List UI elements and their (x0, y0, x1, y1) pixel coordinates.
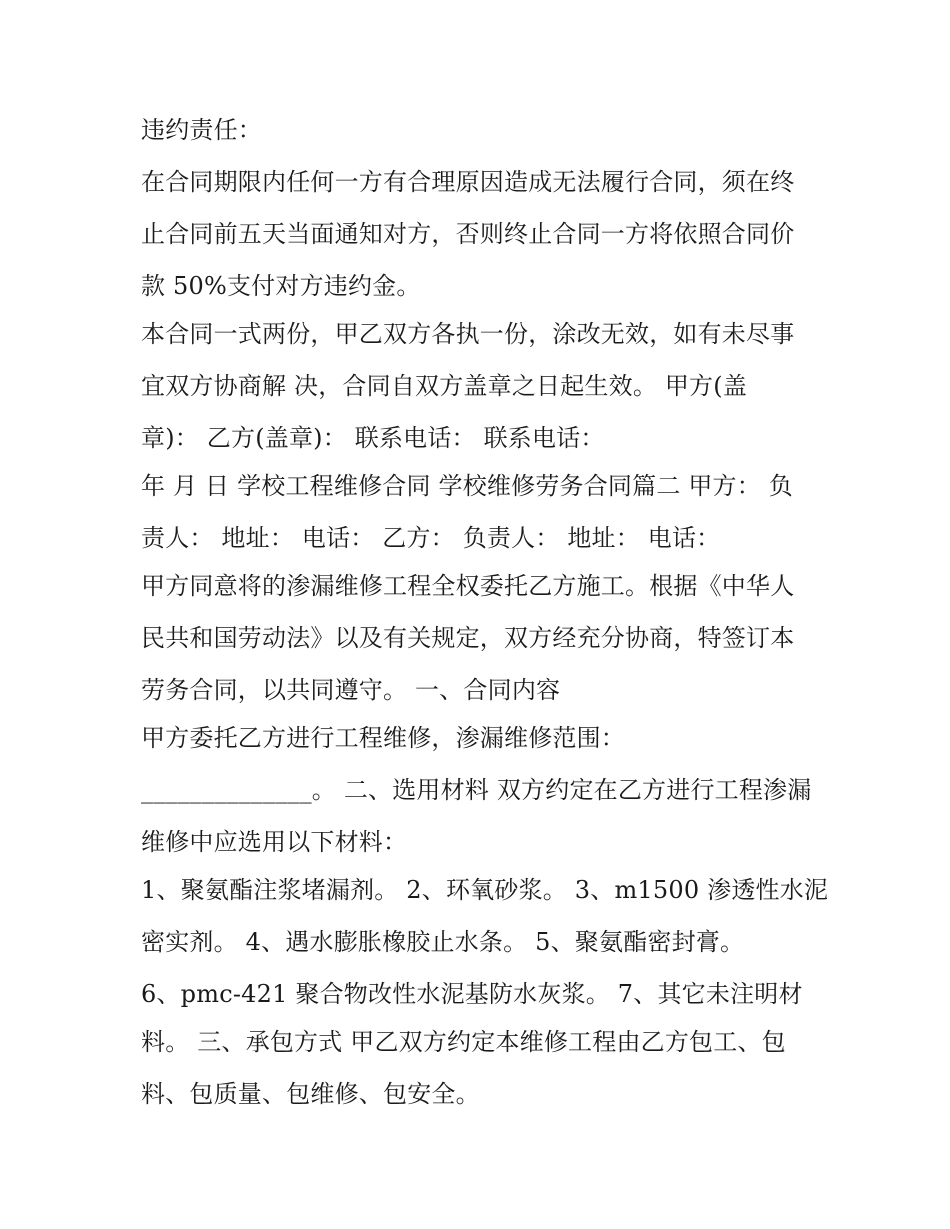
text-line: 6、pmc-421 聚合物改性水泥基防水灰浆。 7、其它未注明材 (141, 980, 803, 1008)
text-line: 料。 三、承包方式 甲乙双方约定本维修工程由乙方包工、包 (141, 1028, 786, 1056)
text-line: 密实剂。 4、遇水膨胀橡胶止水条。 5、聚氨酯密封膏。 (141, 928, 745, 956)
text-line: 民共和国劳动法》以及有关规定，双方经充分协商，特签订本 (141, 624, 795, 652)
text-line: 章)： 乙方(盖章)： 联系电话： 联系电话： (141, 424, 605, 452)
text-line: 料、包质量、包维修、包安全。 (141, 1080, 480, 1108)
text-line: 1、聚氨酯注浆堵漏剂。 2、环氧砂浆。 3、m1500 渗透性水泥 (141, 876, 829, 904)
text-line: ______________。 二、选用材料 双方约定在乙方进行工程渗漏 (141, 776, 812, 804)
text-line: 在合同期限内任何一方有合理原因造成无法履行合同，须在终 (141, 168, 795, 196)
text-line: 甲方委托乙方进行工程维修，渗漏维修范围： (141, 724, 625, 752)
text-line: 本合同一式两份，甲乙双方各执一份，涂改无效，如有未尽事 (141, 320, 795, 348)
text-line: 年 月 日 学校工程维修合同 学校维修劳务合同篇二 甲方： 负 (141, 472, 793, 500)
text-line: 宜双方协商解 决，合同自双方盖章之日起生效。 甲方(盖 (141, 372, 748, 400)
text-line: 止合同前五天当面通知对方，否则终止合同一方将依照合同价 (141, 220, 795, 248)
text-line: 违约责任： (141, 116, 262, 144)
text-line: 款 50%支付对方违约金。 (141, 272, 421, 300)
text-line: 维修中应选用以下材料： (141, 828, 408, 856)
text-line: 责人： 地址： 电话： 乙方： 负责人： 地址： 电话： (141, 524, 721, 552)
text-line: 劳务合同，以共同遵守。 一、合同内容 (141, 676, 561, 704)
text-line: 甲方同意将的渗漏维修工程全权委托乙方施工。根据《中华人 (141, 572, 795, 600)
